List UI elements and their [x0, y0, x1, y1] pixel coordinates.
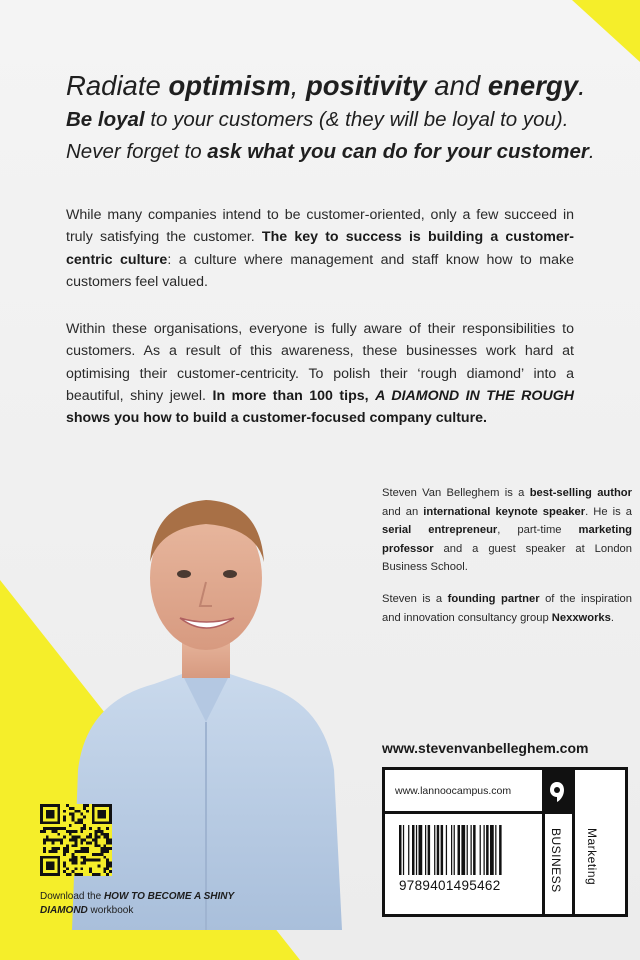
emphasis: shows you how to build a customer-focused company culture. [66, 410, 487, 427]
text: , part-time [497, 524, 579, 537]
emphasis: serial entrepreneur [382, 524, 498, 537]
qr-code-icon[interactable] [40, 804, 112, 876]
text: and a guest speaker at London Business School. [382, 542, 632, 574]
author-bio [382, 484, 632, 640]
text: . [578, 70, 586, 101]
category-label-business: BUSINESS [549, 828, 563, 893]
text: and [426, 70, 488, 101]
publisher-url-text: www.lannoocampus.com [395, 784, 512, 797]
description-paragraph-2 [66, 318, 574, 429]
text: : a culture where management and staff know how to make customers feel valued. [66, 251, 574, 290]
divider [572, 770, 575, 914]
emphasis: In more than 100 tips, [212, 387, 376, 404]
tagline-line-1 [66, 68, 626, 104]
text: Within these organisations, everyone is fully aware of their responsibilities to customers. As a result of this awareness, these businesses work hard at optimising their customer-centricity. To polish their ‘rough diamond’ into a beautiful, shiny jewel. [66, 321, 574, 404]
tagline-line-3 [66, 136, 626, 168]
barcode-icon [399, 825, 529, 875]
emphasis: founding partner [447, 592, 540, 605]
description-paragraph-1 [66, 204, 574, 293]
emphasis: The key to success is building a customer-centric culture [66, 229, 574, 268]
text: Never forget to [66, 140, 208, 163]
author-website-link[interactable]: www.stevenvanbelleghem.com [382, 740, 589, 756]
text: and an [382, 505, 424, 518]
text: to your customers (& they will be loyal to you). [144, 108, 569, 131]
bio-paragraph-2 [382, 590, 632, 627]
publisher-url[interactable] [385, 770, 542, 814]
text: Steven Van Belleghem is a [382, 487, 530, 499]
text: , [290, 70, 306, 101]
book-title: A DIAMOND IN THE ROUGH [375, 387, 574, 404]
lannoo-logo-icon [542, 770, 572, 814]
category-label-marketing: Marketing [585, 828, 599, 886]
emphasis: ask what you can do for your customer [207, 140, 589, 163]
text: . [588, 140, 595, 163]
barcode-panel [382, 767, 628, 917]
text: Download the [40, 891, 104, 902]
tagline [66, 68, 626, 168]
emphasis: optimism [168, 70, 291, 101]
emphasis: Be loyal [66, 108, 145, 131]
text: workbook [87, 905, 134, 916]
yellow-corner-top [572, 0, 640, 62]
emphasis: best-selling author [529, 487, 632, 499]
text: of the inspiration and innovation consultancy group [382, 592, 632, 624]
text: Steven is a [382, 592, 448, 605]
emphasis: energy [487, 70, 579, 101]
emphasis: Nexxworks [551, 611, 611, 624]
emphasis: international keynote speaker [423, 505, 586, 518]
text: Radiate [66, 70, 169, 101]
text: . [610, 611, 614, 624]
workbook-download-caption [40, 890, 240, 918]
text: While many companies intend to be customer-oriented, only a few succeed in truly satisfying the customer. [66, 207, 574, 246]
tagline-line-2 [66, 104, 626, 136]
emphasis: positivity [305, 70, 427, 101]
divider [542, 814, 545, 914]
bio-paragraph-1 [382, 484, 632, 577]
text: . He is a [585, 505, 632, 518]
isbn-number: 9789401495462 [399, 878, 501, 893]
emphasis: marketing professor [382, 524, 632, 555]
workbook-title: HOW TO BECOME A SHINY DIAMOND [40, 891, 234, 916]
